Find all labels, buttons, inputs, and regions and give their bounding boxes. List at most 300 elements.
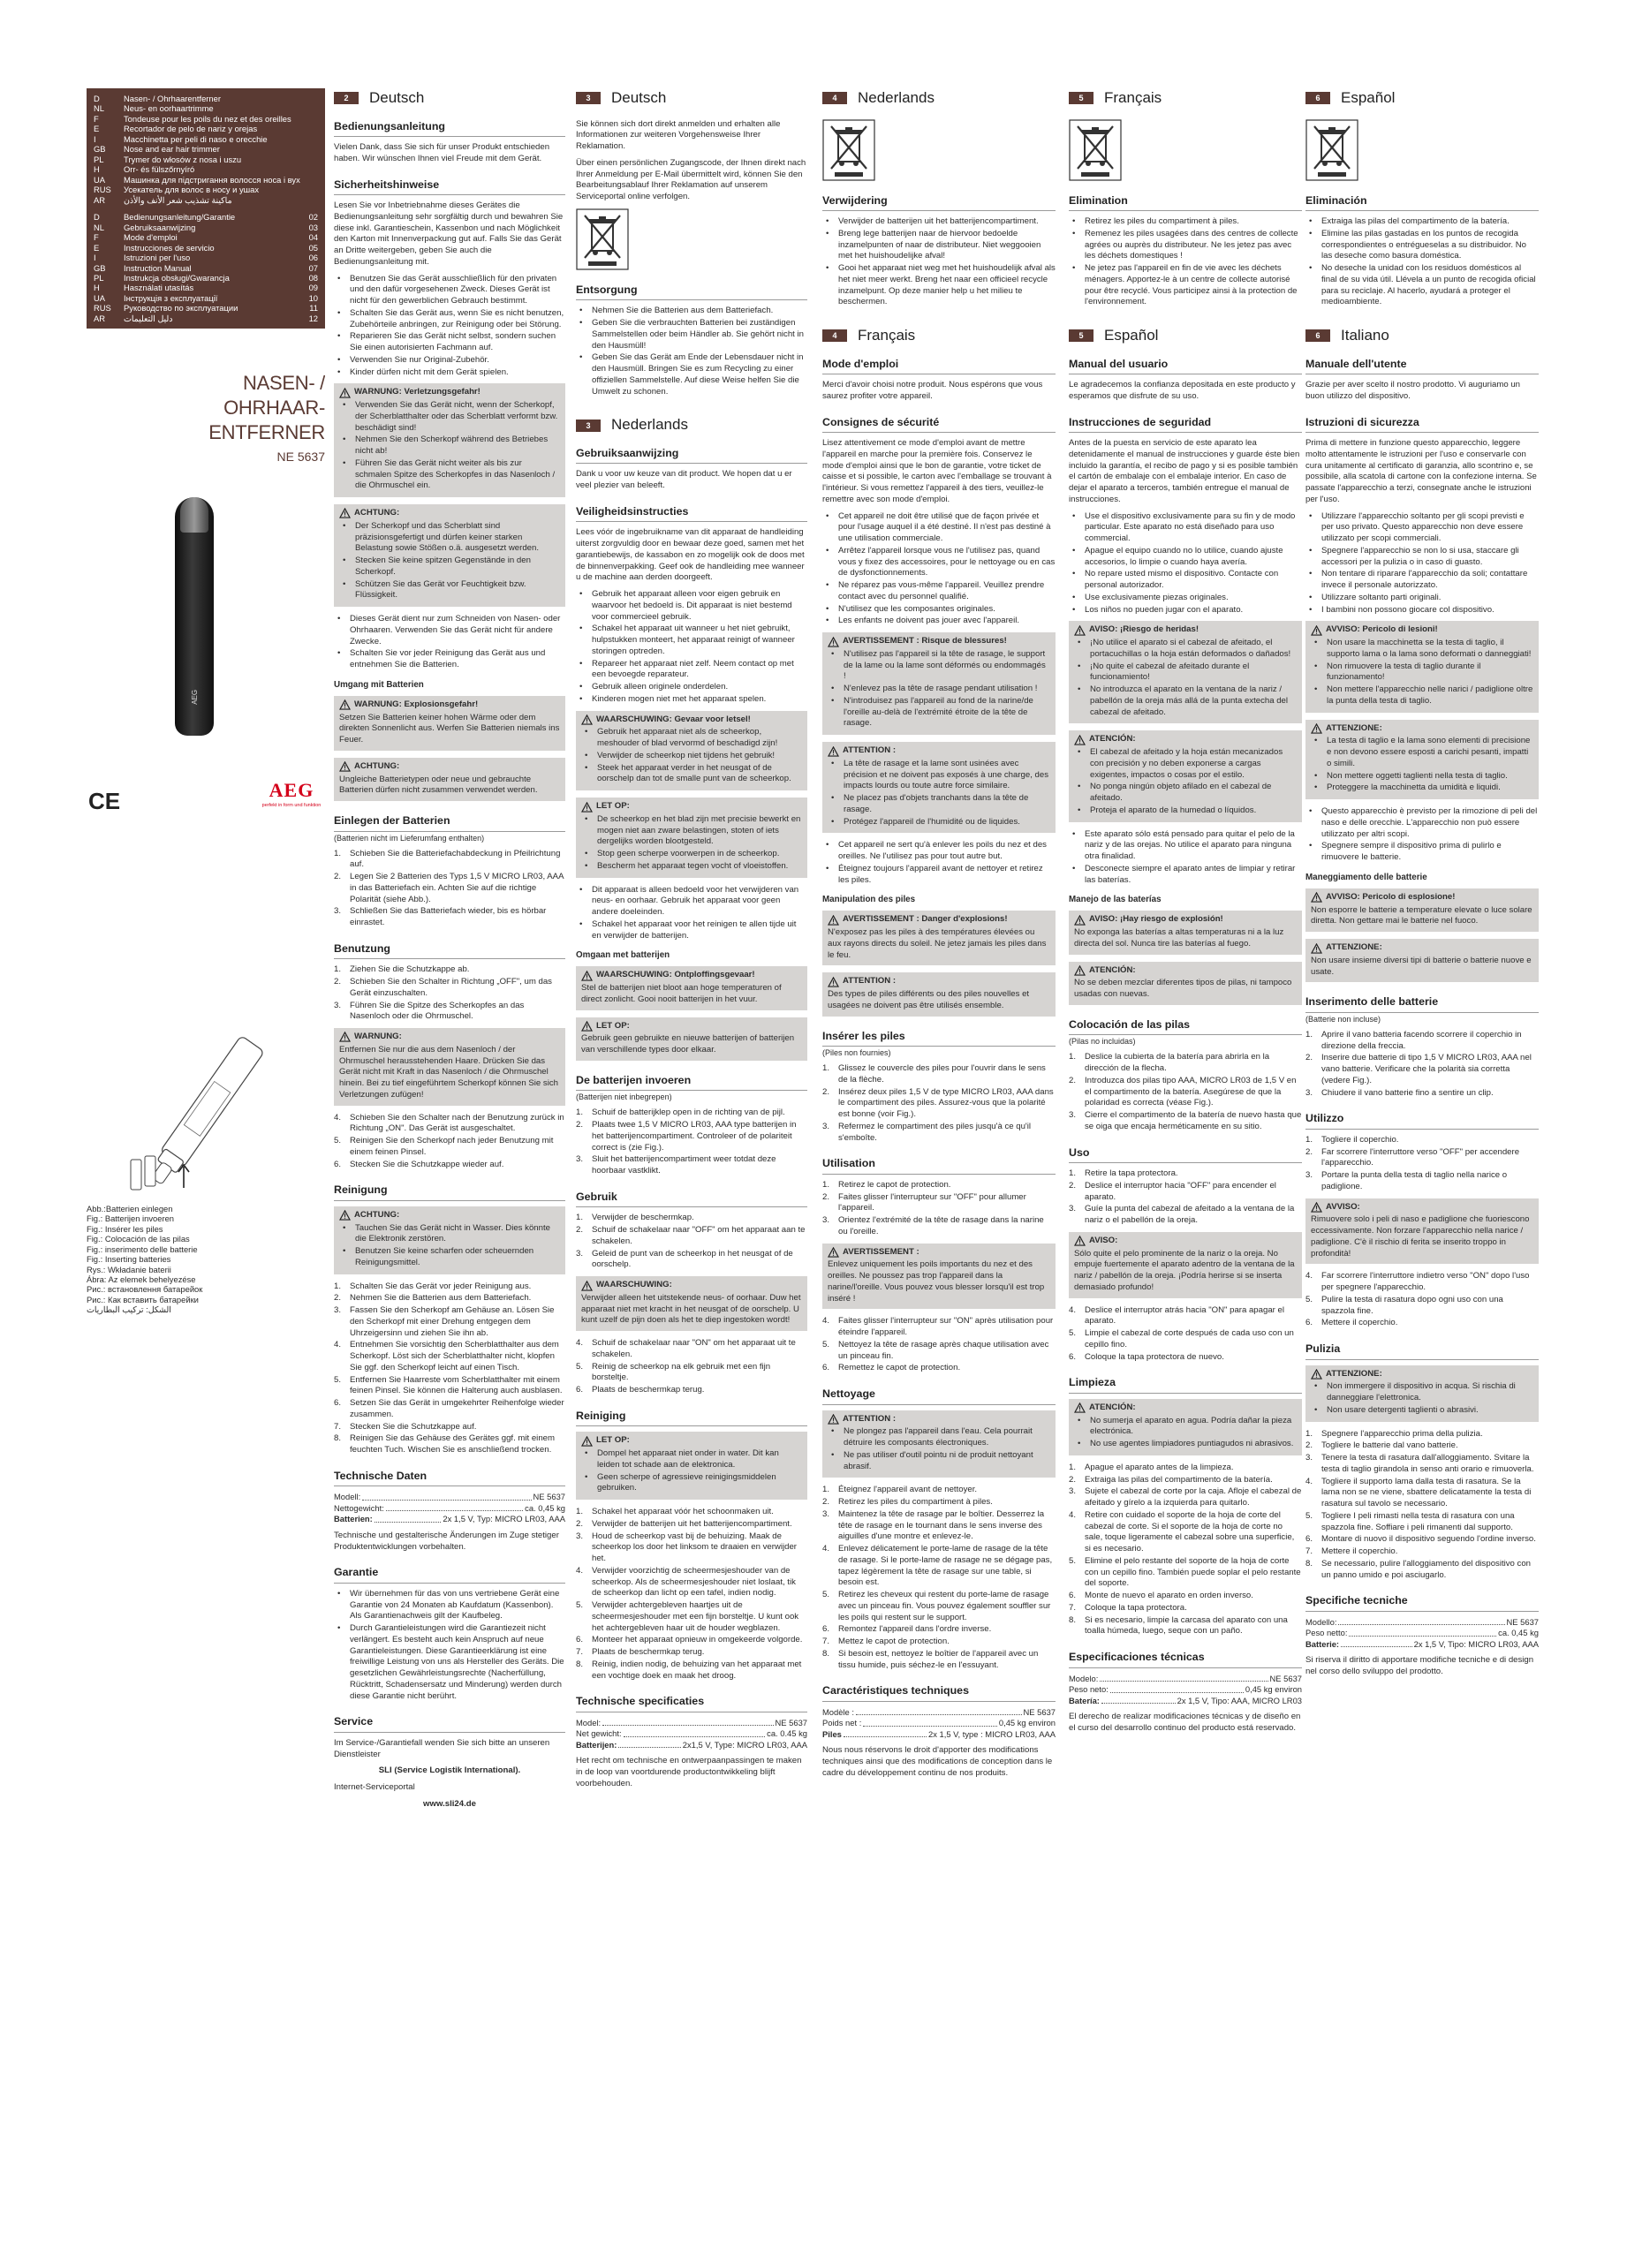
list-item: Si es necesario, limpie la carcasa del aparato con una toalla húmeda, luego, seque con un paño. <box>1085 1614 1288 1637</box>
toc-lang-code: PL <box>94 154 104 164</box>
warning-text: Entfernen Sie nur die aus dem Nasenloch / der Ohrmuschel herausstehenden Haare. Drücken Sie das Gerät nicht mit Kraft in das Nasenloch / die Ohrmuschel hinein. Bei zu tief eingeführtem Scherkopf können Sie sich Verletzungen zufügen! <box>339 1044 558 1100</box>
figure-caption: Fig.: Colocación de las pilas <box>87 1234 190 1244</box>
spec-key: Nettogewicht: <box>334 1502 384 1513</box>
list-item: Schieben Sie den Schalter in Richtung „OFF", um das Gerät einzuschalten. <box>350 977 552 998</box>
list-item: • Apague el equipo cuando no lo utilice, cuando ajuste accesorios, lo limpie o cuando haya avería. <box>1069 546 1302 569</box>
spec-value: ca. 0,45 kg <box>1498 1628 1539 1638</box>
caution-box <box>576 1017 807 1061</box>
toc-row <box>94 185 318 194</box>
subheading: Umgang mit Batterien <box>334 679 424 690</box>
list-item: • Tauchen Sie das Gerät nicht in Wasser. Dies könnte die Elektronik zerstören. <box>339 1223 560 1246</box>
device-brand: AEG <box>191 689 200 705</box>
list-item: Togliere le batterie dal vano batterie. <box>1321 1440 1458 1451</box>
list-item: • Non usare detergenti taglienti o abrasivi. <box>1311 1405 1533 1417</box>
warning-icon <box>1311 723 1322 734</box>
section-heading: Garantie <box>334 1565 565 1584</box>
spec-key: Modello: <box>1305 1616 1337 1627</box>
caution-box <box>334 758 565 801</box>
section-heading: Inserimento delle batterie <box>1305 994 1539 1013</box>
paragraph: Si riserva il diritto di apportare modifiche tecniche e di design nel corso dello sviluppo del prodotto. <box>1305 1655 1534 1677</box>
list-item: • Les enfants ne doivent pas jouer avec l'appareil. <box>822 616 1056 627</box>
weee-bin-icon <box>576 208 629 270</box>
list-item: Retirez le capot de protection. <box>838 1179 951 1190</box>
toc-lang-code: H <box>94 164 100 175</box>
paragraph: Grazie per aver scelto il nostro prodotto. Vi auguriamo un buon utilizzo del dispositivo. <box>1305 380 1520 401</box>
bullet-list <box>822 511 1056 628</box>
list-item: Verwijder voorzichtig de scheermesjeshouder van de scheerkop. Als de scheermesjeshouder niet loslaat, tik de scheerkop dan licht op een tafel, indien nodig. <box>592 1565 796 1599</box>
warning-title: WAARSCHUWING: Gevaar voor letsel! <box>596 714 751 724</box>
warning-icon <box>1311 1369 1322 1380</box>
toc-row <box>94 212 318 222</box>
list-item: • Ne jetez pas l'appareil en fin de vie avec les déchets ménagers. Apportez-le à un centre de collecte autorisé pour être recyclé. Vous participez ainsi à la protection de l'environnement. <box>1069 263 1302 308</box>
spec-key: Batterie: <box>1305 1638 1340 1649</box>
warning-title: AVVISO: Pericolo di esplosione! <box>1326 891 1456 902</box>
list-item: • Cet appareil ne sert qu'à enlever les poils du nez et des oreilles. Ne l'utilisez pas pour tout autre but. <box>822 840 1056 863</box>
paragraph: Het recht om technische en ontwerpaanpassingen te maken in de loop van voortdurende productontwikkeling blijft voorbehouden. <box>576 1756 802 1788</box>
spec-key: Modèle : <box>822 1706 854 1717</box>
section-heading: Sicherheitshinweise <box>334 178 565 196</box>
list-item: Schuif de schakelaar naar "ON" om het apparaat uit te schakelen. <box>592 1338 796 1359</box>
list-item: • Nehmen Sie die Batterien aus dem Batteriefach. <box>576 306 807 317</box>
list-item: • Non tentare di riparare l'apparecchio da soli; contattare invece il personale autorizzato. <box>1305 569 1539 592</box>
list-item: • Repareer het apparaat niet zelf. Neem contact op met een bevoegde reparateur. <box>576 659 807 682</box>
list-item: Guíe la punta del cabezal de afeitado a la ventana de la nariz o el pabellón de la oreja. <box>1085 1204 1295 1226</box>
column-deutsch <box>334 88 565 1811</box>
toc-page-number: 03 <box>308 222 318 232</box>
paragraph: Le agradecemos la confianza depositada en este producto y esperamos que disfrute de su uso. <box>1069 380 1296 401</box>
bullet-list <box>334 1589 565 1703</box>
device-cap <box>180 497 208 533</box>
list-item: • Verwenden Sie das Gerät nicht, wenn der Scherkopf, der Scherblatthalter oder das Scherblatt verformt bzw. beschädigt sind! <box>339 400 560 434</box>
list-item: Tenere la testa di rasatura dall'alloggiamento. Svitare la testa di taglio girandola in senso anti orario e rimuoverla. <box>1321 1453 1534 1474</box>
column-nederlands-francais <box>822 88 1056 1785</box>
section-heading: Technische specificaties <box>576 1694 807 1712</box>
spec-value: NE 5637 <box>1506 1616 1539 1627</box>
toc-lang-code: F <box>94 113 99 124</box>
list-item: Togliere I peli rimasti nella testa di rasatura con una spazzola fine. Soffiare i peli rimanenti dal supporto. <box>1321 1510 1515 1532</box>
toc-row <box>94 103 318 113</box>
list-item: Extraiga las pilas del compartimento de la batería. <box>1085 1474 1273 1485</box>
list-item: • No sumerja el aparato en agua. Podría dañar la pieza electrónica. <box>1074 1416 1297 1439</box>
warning-text: N'exposez pas les piles à des températures élevées ou aux rayons directs du soleil. Ne jetez jamais les piles dans le feu. <box>828 927 1047 960</box>
warning-text: Non usare insieme diversi tipi di batterie o batterie nuove e usate. <box>1311 955 1532 977</box>
numbered-list <box>576 1213 807 1271</box>
section-heading: Gebruiksaanwijzing <box>576 446 807 465</box>
warning-icon <box>339 761 351 772</box>
list-item: Éteignez l'appareil avant de nettoyer. <box>838 1485 978 1495</box>
bullet-list <box>339 400 560 492</box>
list-item: Reinigen Sie den Scherkopf nach jeder Benutzung mit einem feinen Pinsel. <box>350 1136 554 1157</box>
list-item: Limpie el cabezal de corte después de cada uso con un cepillo fino. <box>1085 1328 1294 1349</box>
toc-page-number: 10 <box>308 292 318 303</box>
spec-row <box>334 1503 565 1515</box>
list-item: • Schützen Sie das Gerät vor Feuchtigkeit bzw. Flüssigkeit. <box>339 579 560 602</box>
bullet-list <box>576 306 807 397</box>
list-item: • Spegnere sempre il dispositivo prima di pulirlo e rimuovere le batterie. <box>1305 841 1539 864</box>
toc-lang-name: Tondeuse pour les poils du nez et des oreilles <box>124 113 291 124</box>
list-item: Nehmen Sie die Batterien aus dem Batteriefach. <box>350 1293 532 1304</box>
list-item: Plaats de beschermkap terug. <box>592 1647 705 1658</box>
section-heading: Nettoyage <box>822 1387 1056 1405</box>
list-item: Se necessario, pulire l'alloggiamento del dispositivo con un panno umido e poi asciugarlo. <box>1321 1558 1532 1580</box>
bullet-list <box>339 1223 560 1269</box>
toc-page-number: 12 <box>308 313 318 323</box>
toc-lang-name: Trymer do włosów z nosa i uszu <box>124 154 242 164</box>
warning-text: Gebruik geen gebruikte en nieuwe batterijen of batterijen van verschillende types door elkaar. <box>581 1033 795 1055</box>
list-item: Si besoin est, nettoyez le boîtier de l'appareil avec un tissu humide, puis séchez-le en l'essuyant. <box>838 1648 1039 1670</box>
list-item: • No use agentes limpiadores puntiagudos ni abrasivos. <box>1074 1439 1297 1450</box>
list-item: Sujete el cabezal de corte por la caja. Afloje el cabezal de afeitado y gírelo a la izquierda para quitarlo. <box>1085 1486 1302 1508</box>
list-item: Reinig, indien nodig, de behuizing van het apparaat met een vochtige doek en maak het droog. <box>592 1659 802 1681</box>
subheading: Manejo de las baterías <box>1069 895 1162 905</box>
list-item: Mettez le capot de protection. <box>838 1637 950 1647</box>
section-heading: Entsorgung <box>576 283 807 301</box>
bullet-list <box>1311 638 1533 707</box>
list-item: Coloque la tapa protectora de nuevo. <box>1085 1351 1224 1362</box>
section-heading: Consignes de sécurité <box>822 415 1056 434</box>
warning-text: No se deben mezclar diferentes tipos de pilas, ni tampoco usadas con nuevas. <box>1074 978 1292 1000</box>
toc-lang-code: F <box>94 232 99 243</box>
list-item: Retire con cuidado el soporte de la hoja de corte del cabezal de corte. Si el soporte de la hoja de corte no sale, toque ligeramente el cabezal sobre una superficie, si es necesario. <box>1085 1509 1295 1554</box>
list-item: • Protégez l'appareil de l'humidité ou de liquides. <box>828 817 1050 828</box>
spec-value: ca. 0,45 kg <box>525 1502 565 1513</box>
warning-icon <box>581 1281 593 1291</box>
list-item: Monte de nuevo el aparato en orden inverso. <box>1085 1591 1253 1601</box>
numbered-list <box>822 1063 1056 1144</box>
list-item: • Questo apparecchio è previsto per la rimozione di peli del naso e delle orecchie. L'apparecchio non può essere utilizzato per altri scopi. <box>1305 806 1539 840</box>
section-subtitle: (Batterien nicht im Lieferumfang enthalten) <box>334 833 485 843</box>
caution-box <box>576 1432 807 1500</box>
section-subtitle: (Pilas no incluidas) <box>1069 1037 1136 1047</box>
toc-page-number: 09 <box>308 283 318 293</box>
warning-title: AVVISO: Pericolo di lesioni! <box>1326 624 1438 635</box>
list-item: • No deseche la unidad con los residuos domésticos al final de su vida útil. Llévela a un punto de recogida oficial para su reciclaje. Al hacerlo, ayudará a proteger el medioambiente. <box>1305 263 1539 308</box>
warning-box <box>822 1244 1056 1310</box>
warning-box <box>822 911 1056 965</box>
section-heading: Colocación de las pilas <box>1069 1017 1302 1036</box>
list-item: • Nehmen Sie den Scherkopf während des Betriebes nicht ab! <box>339 435 560 457</box>
list-item: • Remenez les piles usagées dans des centres de collecte agrées ou auprès du distributeur. Ne les jetez pas avec les déchets domestiques ! <box>1069 229 1302 262</box>
section-heading: Verwijdering <box>822 193 1056 212</box>
paragraph: Merci d'avoir choisi notre produit. Nous espérons que vous saurez profiter votre appareil. <box>822 380 1043 401</box>
warning-icon <box>1074 735 1086 745</box>
bullet-list <box>1069 829 1302 887</box>
list-item: Houd de scheerkop vast bij de behuizing. Maak de scheerkop los door het linksom te draaien en verwijder het. <box>592 1531 797 1564</box>
toc-row <box>94 232 318 242</box>
list-item: • Use exclusivamente piezas originales. <box>1069 593 1302 604</box>
bullet-list <box>339 521 560 601</box>
list-item: • Geben Sie die verbrauchten Batterien bei zuständigen Sammelstellen oder beim Händler ab. Sie gehört nicht in den Hausmüll! <box>576 318 807 352</box>
warning-icon <box>1074 965 1086 976</box>
product-title-line: ENTFERNER <box>208 421 325 444</box>
warning-icon <box>339 508 351 518</box>
figure-caption: Ábra: Az elemek behelyezése <box>87 1274 196 1285</box>
spec-row <box>576 1740 807 1751</box>
bullet-list <box>581 1448 802 1494</box>
list-item: Sluit het batterijencompartiment weer totdat deze hoorbaar vastklikt. <box>592 1154 776 1176</box>
language-header <box>1305 88 1539 109</box>
warning-box <box>822 632 1056 735</box>
toc-lang-code: RUS <box>94 303 111 314</box>
section-heading: Limpieza <box>1069 1375 1302 1394</box>
list-item: Retire la tapa protectora. <box>1085 1168 1178 1179</box>
page-number-badge: 2 <box>334 92 359 104</box>
weee-bin-icon <box>1069 119 1122 181</box>
list-item: • Dit apparaat is alleen bedoeld voor het verwijderen van neus- en oorhaar. Gebruik het apparaat voor geen andere doeleinden. <box>576 885 807 919</box>
list-item: Remontez l'appareil dans l'ordre inverse. <box>838 1624 992 1635</box>
caution-box <box>1069 1399 1302 1455</box>
bullet-list <box>334 274 565 379</box>
spec-row <box>576 1718 807 1729</box>
toc-lang-name: دليل التعليمات <box>124 313 173 323</box>
spec-value: 0,45 kg environ <box>1245 1684 1302 1695</box>
bullet-list <box>828 1426 1050 1472</box>
numbered-list <box>822 1485 1056 1671</box>
list-item: Spegnere l'apparecchio prima della pulizia. <box>1321 1428 1483 1439</box>
list-item: • ¡No quite el cabezal de afeitado durante el funcionamiento! <box>1074 662 1297 684</box>
toc-page-number: 07 <box>308 262 318 273</box>
warning-icon <box>581 971 593 981</box>
list-item: • Non mettere oggetti taglienti nella testa di taglio. <box>1311 771 1533 782</box>
product-title <box>87 371 325 445</box>
figure-caption: الشكل: تركيب البطاريات <box>87 1304 171 1315</box>
list-item: Schließen Sie das Batteriefach wieder, bis es hörbar einrastet. <box>350 906 547 928</box>
list-item: Glissez le couvercle des piles pour l'ouvrir dans le sens de la flèche. <box>838 1063 1046 1085</box>
language-name: Español <box>1341 89 1396 106</box>
paragraph: Lisez attentivement ce mode d'emploi avant de mettre l'appareil en marche pour la première fois. Conservez le mode d'emploi ainsi que le bon de garantie, votre ticket de caisse et si possible, le carton avec l'emballage se trouvant à l'intérieur. Si vous remettez l'appareil à des tiers, veuillez-le remettre avec son mode d'emploi. <box>822 438 1052 504</box>
bullet-list <box>1311 1381 1533 1416</box>
numbered-list <box>1305 1030 1539 1100</box>
list-item: Mettere il coperchio. <box>1321 1546 1398 1557</box>
spec-key: Batterijen: <box>576 1739 617 1750</box>
spec-value: 2x 1,5 V, Tipo: MICRO LR03, AAA <box>1413 1638 1539 1649</box>
list-item: • Ne réparez pas vous-même l'appareil. Veuillez prendre contact avec du personnel qualifié. <box>822 580 1056 603</box>
bullet-list <box>822 840 1056 886</box>
list-item: • El cabezal de afeitado y la hoja están mecanizados con precisión y no deben exponerse a cargas exigentes, impactos o cosas por el estilo. <box>1074 747 1297 781</box>
list-item: Pulire la testa di rasatura dopo ogni uso con una spazzola fine. <box>1321 1294 1503 1316</box>
list-item: Faites glisser l'interrupteur sur "OFF" pour allumer l'appareil. <box>838 1191 1026 1213</box>
toc-page-number: 11 <box>309 303 318 314</box>
list-item: Stecken Sie die Schutzkappe auf. <box>350 1421 477 1432</box>
spec-key: Piles <box>822 1728 842 1739</box>
aeg-tagline: perfekt in form und funktion <box>261 803 322 809</box>
warning-title: ACHTUNG: <box>354 508 400 518</box>
numbered-list <box>1305 1135 1539 1193</box>
list-item: Apague el aparato antes de la limpieza. <box>1085 1462 1234 1472</box>
spec-key: Peso netto: <box>1305 1628 1348 1638</box>
bullet-list <box>828 649 1050 730</box>
caution-box <box>1069 962 1302 1005</box>
list-item: • Breng lege batterijen naar de hiervoor bedoelde inzamelpunten of naar de distributeur. Niet weggooien met het huishoudelijke afval! <box>822 229 1056 262</box>
warning-title: WAARSCHUWING: <box>596 1280 672 1290</box>
list-item: • Schakel het apparaat uit wanneer u het niet gebruikt, hulpstukken monteert, het apparaat reinigt of wanneer storingen optreden. <box>576 624 807 657</box>
bullet-list <box>1311 736 1533 794</box>
warning-text: Des types de piles différents ou des piles nouvelles et usagées ne doivent pas être utilisés ensemble. <box>828 989 1030 1010</box>
spec-key: Net gewicht: <box>576 1728 622 1739</box>
list-item: • Proteja el aparato de la humedad o líquidos. <box>1074 805 1297 817</box>
section-heading: Benutzung <box>334 941 565 960</box>
list-item: • ¡No utilice el aparato si el cabezal de afeitado, el portacuchillas o la hoja están deformados o dañados! <box>1074 638 1297 661</box>
list-item: Insérez deux piles 1,5 V de type MICRO LR03, AAA dans le compartiment des piles. Assurez-vous que la polarité est bonne (voir Fig.). <box>838 1086 1054 1120</box>
toc-row <box>94 303 318 313</box>
toc-page-number: 04 <box>308 232 318 243</box>
language-name: Deutsch <box>369 89 425 106</box>
list-item: • Gooi het apparaat niet weg met het huishoudelijk afval als het niet meer werkt. Breng het naar een officieel recycle inzamelpunt. Op deze manier help u het milieu te beschermen. <box>822 263 1056 308</box>
list-item: • Este aparato sólo está pensado para quitar el pelo de la nariz y de las orejas. No utilice el aparato para ninguna otra finalidad. <box>1069 829 1302 863</box>
page-number-badge: 3 <box>576 92 601 104</box>
warning-title: AVVISO: <box>1326 1201 1360 1212</box>
warning-title: ATTENZIONE: <box>1326 722 1382 733</box>
battery-insert-figure <box>87 1027 325 1204</box>
spec-row <box>1305 1628 1539 1639</box>
section-heading: De batterijen invoeren <box>576 1073 807 1092</box>
subheading: Manipulation des piles <box>822 895 916 905</box>
section-heading: Manuale dell'utente <box>1305 357 1539 375</box>
spec-key: Poids net : <box>822 1718 862 1728</box>
bullet-list <box>576 589 807 706</box>
page-number-badge: 3 <box>576 420 601 432</box>
section-heading: Gebruik <box>576 1190 807 1208</box>
warning-box <box>1069 911 1302 954</box>
list-item: • Non mettere l'apparecchio nelle narici / padiglione oltre la punta della testa di taglio. <box>1311 684 1533 707</box>
page-number-badge: 4 <box>822 92 847 104</box>
paragraph: Im Service-/Garantiefall wenden Sie sich bitte an unseren Dienstleister <box>334 1737 550 1759</box>
spec-value: ca. 0.45 kg <box>767 1728 807 1739</box>
toc-row <box>94 314 318 323</box>
numbered-list <box>334 1281 565 1456</box>
spec-value: NE 5637 <box>1023 1706 1056 1717</box>
spec-value: NE 5637 <box>1269 1673 1302 1683</box>
paragraph: Antes de la puesta en servicio de este aparato lea detenidamente el manual de instrucciones y guarde éste bien incluido la garantía, el recibo de pago y si es posible también el cartón de embalaje con el embalaje interior. En caso de dejar el aparato a terceros, también entregue el manual de instrucciones. <box>1069 438 1300 504</box>
spec-key: Batterien: <box>334 1514 373 1524</box>
toc-lang-code: D <box>94 212 100 223</box>
toc-lang-name: Istruzioni per l'uso <box>124 253 191 263</box>
paragraph: Technische und gestalterische Änderungen im Zuge stetiger Produktentwicklungen vorbehalten. <box>334 1530 559 1552</box>
list-item: Reinigen Sie das Gehäuse des Gerätes ggf. mit einem feuchten Tuch. Wischen Sie es anschließend trocken. <box>350 1433 555 1455</box>
list-item: • Desconecte siempre el aparato antes de limpiar y retirar las baterías. <box>1069 864 1302 887</box>
list-item: • No repare usted mismo el dispositivo. Contacte con personal autorizador. <box>1069 569 1302 592</box>
page-number-badge: 6 <box>1305 329 1330 342</box>
list-item: • Elimine las pilas gastadas en los puntos de recogida correspondientes o entrégueselas a su distribuidor. No las deseche como basura doméstica. <box>1305 229 1539 262</box>
section-heading: Einlegen der Batterien <box>334 813 565 832</box>
section-heading: Instrucciones de seguridad <box>1069 415 1302 434</box>
list-item: Schieben Sie den Schalter nach der Benutzung zurück in Richtung „ON". Das Gerät ist ausgeschaltet. <box>350 1112 564 1134</box>
warning-text: Verwijder alleen het uitstekende neus- of oorhaar. Duw het apparaat niet met kracht in het neusgat of de oorschelp. U kunt uzelf de pijn doen als het te diep ingestoken wordt! <box>581 1292 801 1326</box>
list-item: • Use el dispositivo exclusivamente para su fin y de modo particular. Este aparato no está diseñado para uso commercial. <box>1069 511 1302 545</box>
list-item: Far scorrere l'interruttore indietro verso "ON" dopo l'uso per spegnere l'apparecchio. <box>1321 1271 1530 1293</box>
bullet-list <box>334 614 565 671</box>
toc-row <box>94 293 318 303</box>
toc-lang-code: GB <box>94 262 106 273</box>
toc-lang-name: Mode d'emploi <box>124 232 178 243</box>
figure-caption: Abb.:Batterien einlegen <box>87 1203 173 1213</box>
section-heading: Bedienungsanleitung <box>334 119 565 138</box>
warning-title: WARNUNG: Explosionsgefahr! <box>354 699 479 709</box>
list-item: • Schalten Sie vor jeder Reinigung das Gerät aus und entnehmen Sie die Batterien. <box>334 648 565 671</box>
warning-title: ATENCIÓN: <box>1089 1402 1136 1412</box>
spec-value: NE 5637 <box>533 1492 565 1502</box>
caution-box <box>822 972 1056 1016</box>
list-item: Ziehen Sie die Schutzkappe ab. <box>350 964 470 975</box>
section-heading: Uso <box>1069 1145 1302 1164</box>
warning-title: ATTENTION : <box>843 745 897 756</box>
column-francais-espanol <box>1069 88 1302 1740</box>
device-image <box>175 497 214 736</box>
bullet-list <box>822 216 1056 308</box>
service-url-link[interactable]: www.sli24.de <box>423 1798 476 1809</box>
list-item: Retirez les cheveux qui restent du porte-lame de rasage avec un pinceau fin. Vous pouvez également souffler sur les poils qui restent sur le support. <box>838 1590 1051 1622</box>
spec-value: 2x1,5 V, Type: MICRO LR03, AAA <box>682 1739 807 1750</box>
warning-text: No exponga las baterías a altas temperaturas ni a la luz directa del sol. Nunca tire las baterías al fuego. <box>1074 927 1284 949</box>
spec-row <box>822 1707 1056 1719</box>
warning-text: Ungleiche Batterietypen oder neue und gebrauchte Batterien dürfen nicht zusammen verwendet werden. <box>339 774 538 796</box>
list-item: • Arrêtez l'appareil lorsque vous ne l'utilisez pas, quand vous y fixez des accessoires, pour le nettoyage ou en cas de dysfonctionnements. <box>822 546 1056 579</box>
spec-row <box>1069 1696 1302 1707</box>
toc-lang-code: AR <box>94 194 106 205</box>
toc-lang-name: Інструкція з експлуатації <box>124 292 218 303</box>
list-item: Remettez le capot de protection. <box>838 1363 961 1373</box>
bullet-list <box>1069 511 1302 616</box>
warning-title: ATTENTION : <box>843 1413 897 1424</box>
caution-box <box>1305 720 1539 800</box>
warning-title: WARNUNG: Verletzungsgefahr! <box>354 387 481 397</box>
list-item: • Gebruik het apparaat alleen voor eigen gebruik en waarvoor het bedoeld is. Dit apparaat is niet bestemd voor commercieel gebruik. <box>576 589 807 623</box>
warning-text: Rimuovere solo i peli di naso e padiglione che fuoriescono eccessivamente. Non forzare l'apparecchio nella narice / padiglione. C'è il rischio di ferita se inserito troppo in profondità! <box>1311 1214 1530 1259</box>
column-espanol-italiano <box>1305 88 1539 1683</box>
toc-lang-name: Руководство по эксплуатации <box>124 303 238 314</box>
section-heading: Eliminación <box>1305 193 1539 212</box>
toc-page-number: 02 <box>308 212 318 223</box>
list-item: Schakel het apparaat vóór het schoonmaken uit. <box>592 1507 774 1517</box>
warning-title: ATENCIÓN: <box>1089 734 1136 745</box>
list-item: • Benutzen Sie keine scharfen oder scheuernden Reinigungsmittel. <box>339 1246 560 1269</box>
warning-text: Sólo quite el pelo prominente de la nariz o la oreja. No empuje fuertemente el aparato adentro de la ventana de la nariz / pabellón de la oreja. ¡Podría herirse si se inserta demasiado profundo! <box>1074 1248 1295 1292</box>
toc-lang-name: Усекатель для волос в носу и ушах <box>124 185 260 195</box>
warning-box <box>334 696 565 751</box>
toc-lang-code: I <box>94 253 96 263</box>
paragraph: Vielen Dank, dass Sie sich für unser Produkt entschieden haben. Wir wünschen Ihnen viel Freude mit dem Gerät. <box>334 142 550 163</box>
warning-icon <box>828 977 839 987</box>
list-item: Faites glisser l'interrupteur sur "ON" après utilisation pour éteindre l'appareil. <box>838 1316 1054 1338</box>
warning-text: Non esporre le batterie a temperature elevate o luce solare diretta. Non gettare mai le batterie nel fuoco. <box>1311 904 1532 926</box>
language-header <box>576 415 807 435</box>
warning-icon <box>581 1436 593 1447</box>
figure-caption: Fig.: Inserting batteries <box>87 1254 171 1265</box>
list-item: Entfernen Sie Haarreste vom Scherblatthalter mit einem feinen Pinsel. Sie können die Halterung auch ausblasen. <box>350 1374 563 1396</box>
bullet-list <box>1074 1416 1297 1450</box>
paragraph: Internet-Serviceportal <box>334 1782 415 1793</box>
list-item: • Stop geen scherpe voorwerpen in de scheerkop. <box>581 849 802 860</box>
weee-bin-icon <box>1305 119 1358 181</box>
warning-icon <box>581 1021 593 1032</box>
list-item: • Gebruik het apparaat niet als de scheerkop, meshouder of blad vervormd of beschadigd zijn! <box>581 727 802 750</box>
toc-lang-code: UA <box>94 174 106 185</box>
list-item: Schuif de schakelaar naar "OFF" om het apparaat aan te schakelen. <box>592 1225 806 1246</box>
section-heading: Utilizzo <box>1305 1111 1539 1130</box>
numbered-list <box>1069 1463 1302 1637</box>
section-heading: Reinigung <box>334 1183 565 1201</box>
bullet-list <box>1305 511 1539 616</box>
section-heading: Utilisation <box>822 1156 1056 1175</box>
caution-box <box>576 798 807 878</box>
paragraph: Lesen Sie vor Inbetriebnahme dieses Gerätes die Bedienungsanleitung sehr sorgfältig durch und bewahren Sie diese inkl. Garantieschein, Kassenbon und nach Möglichkeit den Karton mit Innenverpackung gut auf. Falls Sie das Gerät an Dritte weitergeben, geben Sie auch die Bedienungsanleitung mit. <box>334 200 564 267</box>
list-item: Togliere il coperchio. <box>1321 1134 1399 1145</box>
toc-row <box>94 124 318 133</box>
caution-box <box>822 1410 1056 1478</box>
warning-title: AVERTISSEMENT : Risque de blessures! <box>843 636 1007 646</box>
warning-title: AVERTISSEMENT : <box>843 1246 919 1257</box>
list-item: • Kinder dürfen nicht mit dem Gerät spielen. <box>334 367 565 379</box>
